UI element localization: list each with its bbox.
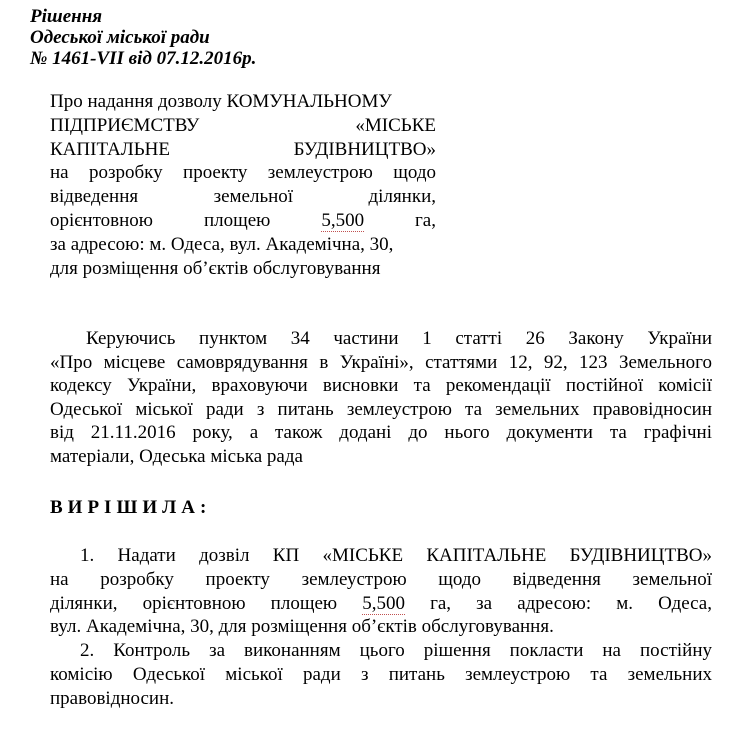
preamble-line: від 21.11.2016 року, а також додані до нього документи та графічні	[50, 422, 712, 443]
item-2-line: 2. Контроль за виконанням цього рішення покласти на постійну	[80, 640, 712, 662]
preamble-line: Керуючись пунктом 34 частини 1 статті 26 Закону України	[86, 328, 712, 349]
header-number: № 1461-VII від 07.12.2016р.	[30, 48, 257, 69]
decision-preamble	[50, 327, 712, 468]
subject-line: відведення земельної ділянки,	[50, 186, 436, 208]
item-2-line: правовідносин.	[50, 687, 175, 709]
subject-area-value: 5,500	[321, 209, 365, 231]
header-title: Рішення	[30, 6, 103, 27]
item-area-value: 5,500	[362, 592, 405, 614]
subject-line: Про надання дозволу КОМУНАЛЬНОМУ	[50, 91, 392, 112]
subject-area-label: орієнтовною площею	[50, 209, 271, 231]
subject-line: для розміщення об’єктів обслуговування	[50, 257, 381, 279]
item-1-line-area	[50, 592, 712, 616]
item-1-line: вул. Академічна, 30, для розміщення об’єктів обслуговування.	[50, 616, 554, 638]
preamble-line: Одеської міської ради з питань землеустрою та земельних правовідносин	[50, 398, 712, 420]
item-area-unit: га,	[430, 592, 452, 614]
item-1-line: на розробку проекту землеустрою щодо відведення земельної	[50, 568, 712, 590]
item-1-line: 1. Надати дозвіл КП «МІСЬКЕ КАПІТАЛЬНЕ БУДІВНИЦТВО»	[80, 545, 712, 566]
subject-line: ПІДПРИЄМСТВУ «МІСЬКЕ	[50, 114, 436, 136]
item-address: за адресою: м. Одеса,	[476, 592, 712, 614]
preamble-line: кодексу України, враховуючи висновки та рекомендації постійної комісії	[50, 375, 712, 396]
preamble-line: «Про місцеве самоврядування в Україні», статтями 12, 92, 123 Земельного	[50, 351, 712, 373]
subject-line: КАПІТАЛЬНЕ БУДІВНИЦТВО»	[50, 138, 436, 160]
item-area-label: ділянки, орієнтовною площею	[50, 592, 338, 614]
subject-line: на розробку проекту землеустрою щодо	[50, 162, 436, 184]
decision-subject	[50, 90, 436, 280]
item-2-line: комісію Одеської міської ради з питань землеустрою та земельних	[50, 663, 712, 685]
subject-area-unit: га,	[415, 209, 436, 231]
preamble-line: матеріали, Одеська міська рада	[50, 445, 303, 467]
subject-line-area	[50, 209, 436, 233]
decision-items	[50, 544, 712, 711]
header-council: Одеської міської ради	[30, 27, 210, 48]
subject-line: за адресою: м. Одеса, вул. Академічна, 30,	[50, 233, 394, 255]
decided-heading: ВИРІШИЛА:	[50, 497, 212, 518]
decision-header	[30, 6, 256, 69]
